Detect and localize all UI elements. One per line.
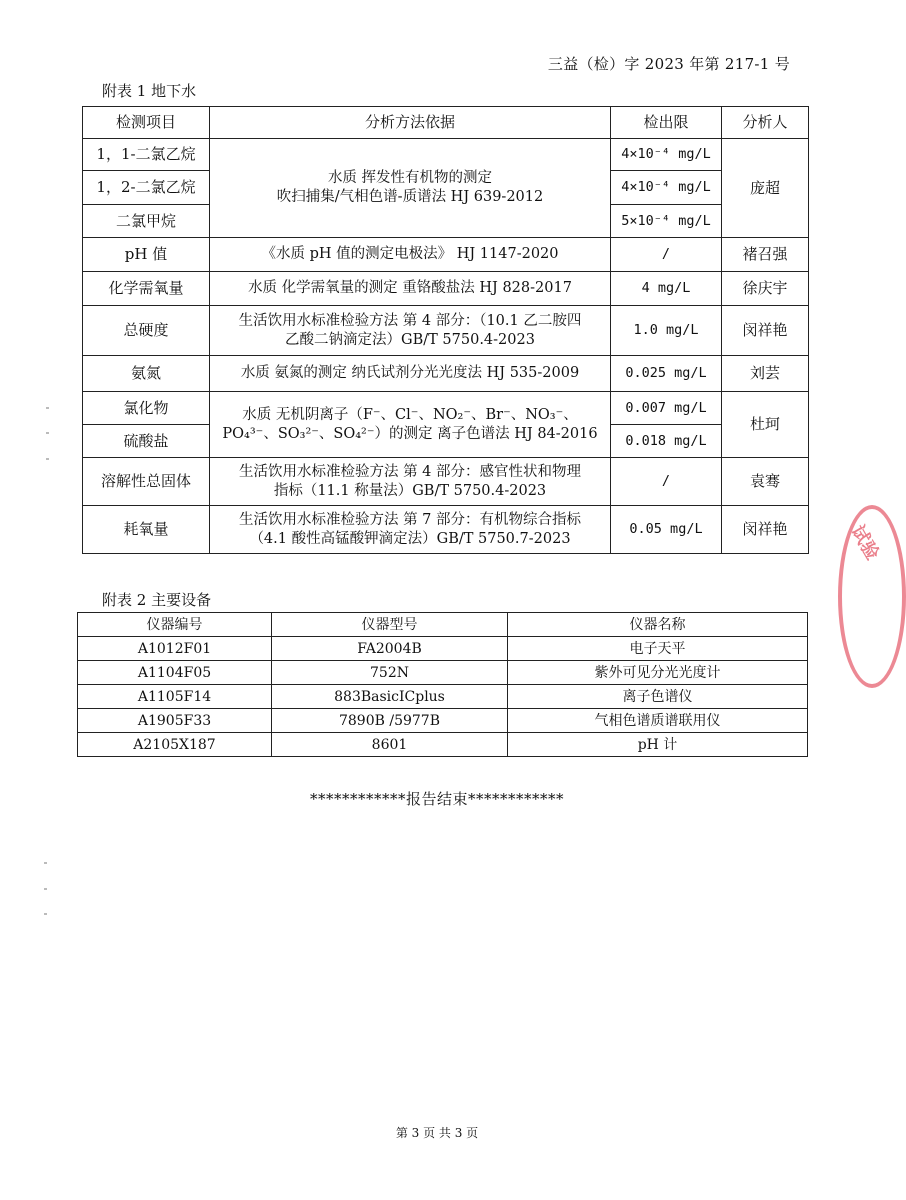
method-line: PO₄³⁻、SO₃²⁻、SO₄²⁻）的测定 离子色谱法 HJ 84-2016 [222,425,598,442]
instrument-id: A1104F05 [78,661,272,685]
header-limit: 检出限 [611,107,722,139]
header-instrument-name: 仪器名称 [508,613,808,637]
analyst-cell: 徐庆宇 [722,272,809,306]
method-cell: 水质 化学需氧量的测定 重铬酸盐法 HJ 828-2017 [210,272,611,306]
item-cell: 化学需氧量 [83,272,210,306]
header-instrument-id: 仪器编号 [78,613,272,637]
instrument-name: 电子天平 [508,637,808,661]
instrument-name: 紫外可见分光光度计 [508,661,808,685]
scan-speck [46,432,49,434]
report-end-marker: ************报告结束************ [309,790,564,808]
method-line: 乙酸二钠滴定法）GB/T 5750.4-2023 [285,331,535,348]
table-row [83,506,809,554]
table2-caption: 附表 2 主要设备 [102,591,212,609]
method-cell [210,458,611,506]
item-cell: 1，1-二氯乙烷 [83,139,210,171]
table-row [78,661,808,685]
limit-cell: 4×10⁻⁴ mg/L [611,171,722,205]
limit-cell: 0.018 mg/L [611,425,722,458]
limit-cell: 5×10⁻⁴ mg/L [611,205,722,238]
table-row [83,139,809,171]
scan-speck [44,862,47,864]
instrument-name: pH 计 [508,733,808,757]
method-cell [210,306,611,356]
analyst-cell: 闵祥艳 [722,506,809,554]
item-cell: 氯化物 [83,392,210,425]
header-item: 检测项目 [83,107,210,139]
instrument-model: 752N [272,661,508,685]
analyst-cell: 袁骞 [722,458,809,506]
limit-cell: 4 mg/L [611,272,722,306]
table-row [78,733,808,757]
instrument-name: 气相色谱质谱联用仪 [508,709,808,733]
instrument-model: 7890B /5977B [272,709,508,733]
limit-cell: 4×10⁻⁴ mg/L [611,139,722,171]
method-line: 水质 挥发性有机物的测定 [327,170,493,186]
seal-stamp-text: 试验 [846,521,883,564]
table1-caption: 附表 1 地下水 [102,82,197,100]
scan-speck [46,458,49,460]
method-cell: 水质 氨氮的测定 纳氏试剂分光光度法 HJ 535-2009 [210,356,611,392]
header-method: 分析方法依据 [210,107,611,139]
header-analyst: 分析人 [722,107,809,139]
table-row [83,306,809,356]
item-cell: 二氯甲烷 [83,205,210,238]
method-line: （4.1 酸性高锰酸钾滴定法）GB/T 5750.7-2023 [249,530,571,547]
item-cell: 氨氮 [83,356,210,392]
equipment-table [77,612,808,757]
analyst-cell: 闵祥艳 [722,306,809,356]
limit-cell: 0.05 mg/L [611,506,722,554]
seal-stamp [838,505,906,688]
limit-cell: 1.0 mg/L [611,306,722,356]
instrument-id: A1012F01 [78,637,272,661]
method-line: 生活饮用水标准检验方法 第 4 部分：感官性状和物理 [238,463,582,480]
method-line: 生活饮用水标准检验方法 第 4 部分：（10.1 乙二胺四 [238,312,582,329]
method-line: 水质 无机阴离子（F⁻、Cl⁻、NO₂⁻、Br⁻、NO₃⁻、 [242,406,578,423]
method-line: 生活饮用水标准检验方法 第 7 部分：有机物综合指标 [238,511,582,528]
table-row [83,238,809,272]
limit-cell: / [611,238,722,272]
scan-speck [46,407,49,409]
item-cell: 1，2-二氯乙烷 [83,171,210,205]
scan-speck [44,913,47,915]
table-row [83,392,809,425]
limit-cell: / [611,458,722,506]
table-header-row [83,107,809,139]
table-header-row [78,613,808,637]
table-row [83,356,809,392]
instrument-id: A1905F33 [78,709,272,733]
instrument-model: FA2004B [272,637,508,661]
header-instrument-model: 仪器型号 [272,613,508,637]
table-row [83,458,809,506]
groundwater-test-table [82,106,809,554]
instrument-name: 离子色谱仪 [508,685,808,709]
item-cell: 总硬度 [83,306,210,356]
method-cell: 《水质 pH 值的测定电极法》 HJ 1147-2020 [210,238,611,272]
item-cell: pH 值 [83,238,210,272]
analyst-cell: 刘芸 [722,356,809,392]
limit-cell: 0.025 mg/L [611,356,722,392]
method-cell [210,139,611,238]
analyst-cell: 庞超 [722,139,809,238]
method-line: 指标（11.1 称量法）GB/T 5750.4-2023 [273,482,547,499]
method-cell [210,392,611,458]
instrument-model: 8601 [272,733,508,757]
report-number: 三益（检）字 2023 年第 217-1 号 [547,55,790,73]
table-row [78,709,808,733]
table-row [78,637,808,661]
instrument-model: 883BasicICplus [272,685,508,709]
method-line: 吹扫捕集/气相色谱-质谱法 HJ 639-2012 [276,189,544,205]
instrument-id: A2105X187 [78,733,272,757]
item-cell: 硫酸盐 [83,425,210,458]
item-cell: 耗氧量 [83,506,210,554]
instrument-id: A1105F14 [78,685,272,709]
page-number: 第 3 页 共 3 页 [395,1126,479,1140]
item-cell: 溶解性总固体 [83,458,210,506]
analyst-cell: 褚召强 [722,238,809,272]
table-row [78,685,808,709]
table-row [83,272,809,306]
scan-speck [44,888,47,890]
analyst-cell: 杜珂 [722,392,809,458]
method-cell [210,506,611,554]
limit-cell: 0.007 mg/L [611,392,722,425]
